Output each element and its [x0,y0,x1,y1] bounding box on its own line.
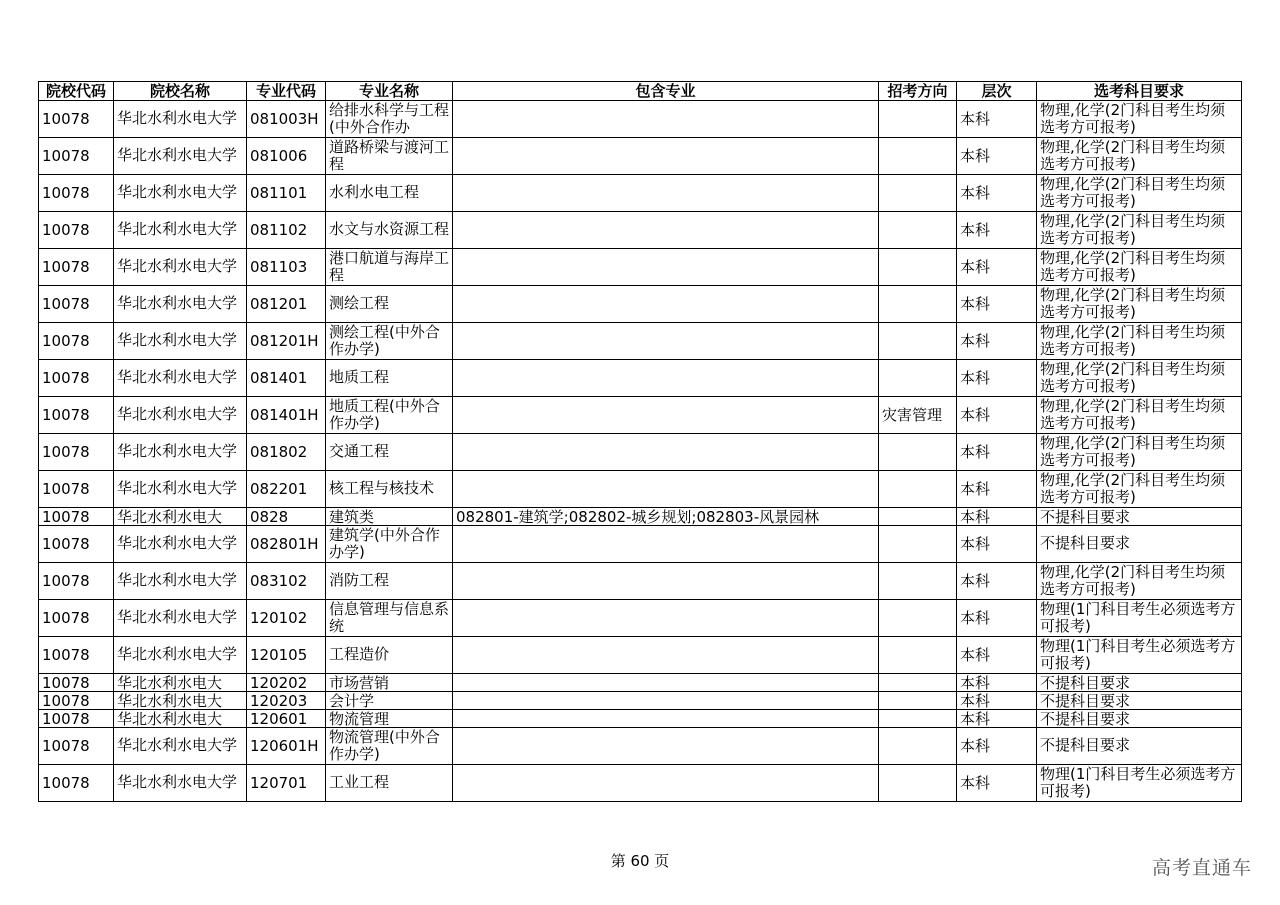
cell-school-code: 10078 [39,674,114,692]
cell-direction [879,637,957,674]
cell-school-name: 华北水利水电大 [114,692,247,710]
cell-major-name: 物流管理(中外合作办学) [326,728,453,765]
cell-major-name: 地质工程(中外合作办学) [326,397,453,434]
cell-included-majors: 082801-建筑学;082802-城乡规划;082803-风景园林 [453,508,879,526]
table-row [39,434,1242,471]
cell-subject-requirement: 物理,化学(2门科目考生均须选考方可报考) [1037,212,1242,249]
cell-direction: 灾害管理 [879,397,957,434]
cell-school-name: 华北水利水电大学 [114,434,247,471]
table-row [39,397,1242,434]
cell-direction [879,692,957,710]
cell-school-name: 华北水利水电大学 [114,397,247,434]
header-subject-requirement: 选考科目要求 [1037,82,1242,101]
cell-major-code: 081003H [247,101,326,138]
cell-subject-requirement: 物理,化学(2门科目考生均须选考方可报考) [1037,138,1242,175]
cell-school-name: 华北水利水电大学 [114,600,247,637]
cell-major-name: 工程造价 [326,637,453,674]
cell-school-code: 10078 [39,397,114,434]
cell-level: 本科 [957,637,1037,674]
header-included-majors: 包含专业 [453,82,879,101]
cell-included-majors [453,728,879,765]
cell-major-code: 120701 [247,765,326,802]
cell-major-name: 物流管理 [326,710,453,728]
table-row [39,138,1242,175]
cell-level: 本科 [957,360,1037,397]
cell-major-code: 120601H [247,728,326,765]
cell-included-majors [453,323,879,360]
cell-school-name: 华北水利水电大学 [114,765,247,802]
cell-school-code: 10078 [39,249,114,286]
table-row [39,508,1242,526]
cell-subject-requirement: 物理,化学(2门科目考生均须选考方可报考) [1037,360,1242,397]
cell-subject-requirement: 物理(1门科目考生必须选考方可报考) [1037,600,1242,637]
cell-school-code: 10078 [39,360,114,397]
cell-major-name: 给排水科学与工程(中外合作办 [326,101,453,138]
cell-included-majors [453,692,879,710]
cell-school-code: 10078 [39,728,114,765]
cell-included-majors [453,765,879,802]
cell-included-majors [453,600,879,637]
cell-school-code: 10078 [39,765,114,802]
cell-direction [879,600,957,637]
cell-included-majors [453,710,879,728]
cell-school-name: 华北水利水电大学 [114,323,247,360]
cell-school-name: 华北水利水电大 [114,674,247,692]
header-major-code: 专业代码 [247,82,326,101]
cell-subject-requirement: 物理,化学(2门科目考生均须选考方可报考) [1037,175,1242,212]
cell-included-majors [453,434,879,471]
cell-level: 本科 [957,175,1037,212]
cell-major-code: 081201H [247,323,326,360]
watermark: 高考直通车 [1151,857,1252,879]
cell-school-name: 华北水利水电大学 [114,526,247,563]
cell-included-majors [453,249,879,286]
cell-direction [879,710,957,728]
table-row [39,692,1242,710]
table-row [39,212,1242,249]
cell-direction [879,323,957,360]
cell-level: 本科 [957,397,1037,434]
cell-direction [879,101,957,138]
cell-school-code: 10078 [39,323,114,360]
cell-direction [879,526,957,563]
cell-level: 本科 [957,286,1037,323]
cell-direction [879,212,957,249]
cell-major-code: 0828 [247,508,326,526]
cell-major-name: 建筑类 [326,508,453,526]
cell-subject-requirement: 不提科目要求 [1037,728,1242,765]
table-row [39,286,1242,323]
cell-school-name: 华北水利水电大学 [114,138,247,175]
cell-subject-requirement: 物理,化学(2门科目考生均须选考方可报考) [1037,397,1242,434]
cell-school-name: 华北水利水电大学 [114,360,247,397]
cell-major-name: 市场营销 [326,674,453,692]
cell-direction [879,508,957,526]
cell-major-code: 120601 [247,710,326,728]
cell-major-code: 083102 [247,563,326,600]
cell-major-name: 会计学 [326,692,453,710]
cell-school-code: 10078 [39,600,114,637]
cell-major-code: 081401H [247,397,326,434]
cell-included-majors [453,674,879,692]
cell-subject-requirement: 不提科目要求 [1037,710,1242,728]
cell-included-majors [453,563,879,600]
cell-direction [879,138,957,175]
cell-subject-requirement: 物理,化学(2门科目考生均须选考方可报考) [1037,249,1242,286]
cell-major-name: 核工程与核技术 [326,471,453,508]
cell-level: 本科 [957,526,1037,563]
table-row [39,637,1242,674]
cell-direction [879,471,957,508]
cell-major-name: 地质工程 [326,360,453,397]
cell-direction [879,765,957,802]
cell-direction [879,563,957,600]
cell-school-name: 华北水利水电大学 [114,637,247,674]
cell-level: 本科 [957,434,1037,471]
cell-included-majors [453,360,879,397]
cell-subject-requirement: 物理,化学(2门科目考生均须选考方可报考) [1037,323,1242,360]
cell-school-code: 10078 [39,212,114,249]
table-row [39,101,1242,138]
cell-level: 本科 [957,563,1037,600]
cell-school-name: 华北水利水电大学 [114,471,247,508]
cell-level: 本科 [957,600,1037,637]
table-row [39,175,1242,212]
cell-major-name: 消防工程 [326,563,453,600]
cell-subject-requirement: 物理,化学(2门科目考生均须选考方可报考) [1037,563,1242,600]
table-row [39,710,1242,728]
cell-school-code: 10078 [39,508,114,526]
cell-subject-requirement: 物理,化学(2门科目考生均须选考方可报考) [1037,434,1242,471]
cell-school-code: 10078 [39,286,114,323]
header-major-name: 专业名称 [326,82,453,101]
cell-major-code: 082801H [247,526,326,563]
cell-included-majors [453,397,879,434]
cell-direction [879,286,957,323]
cell-school-code: 10078 [39,637,114,674]
table-row [39,600,1242,637]
cell-subject-requirement: 不提科目要求 [1037,674,1242,692]
table-row [39,526,1242,563]
cell-level: 本科 [957,765,1037,802]
cell-major-code: 120102 [247,600,326,637]
cell-level: 本科 [957,728,1037,765]
cell-level: 本科 [957,212,1037,249]
header-school-name: 院校名称 [114,82,247,101]
table-row [39,323,1242,360]
header-level: 层次 [957,82,1037,101]
cell-major-code: 081802 [247,434,326,471]
cell-major-code: 081103 [247,249,326,286]
cell-major-name: 水文与水资源工程 [326,212,453,249]
cell-included-majors [453,471,879,508]
cell-school-code: 10078 [39,692,114,710]
cell-school-name: 华北水利水电大学 [114,728,247,765]
cell-school-name: 华北水利水电大学 [114,212,247,249]
cell-level: 本科 [957,710,1037,728]
cell-major-code: 120202 [247,674,326,692]
cell-major-name: 交通工程 [326,434,453,471]
cell-included-majors [453,526,879,563]
cell-subject-requirement: 不提科目要求 [1037,692,1242,710]
cell-school-name: 华北水利水电大 [114,710,247,728]
cell-major-code: 081006 [247,138,326,175]
cell-subject-requirement: 物理(1门科目考生必须选考方可报考) [1037,765,1242,802]
cell-level: 本科 [957,101,1037,138]
cell-level: 本科 [957,508,1037,526]
table-row [39,563,1242,600]
cell-level: 本科 [957,249,1037,286]
cell-major-name: 测绘工程 [326,286,453,323]
cell-direction [879,674,957,692]
cell-included-majors [453,138,879,175]
cell-level: 本科 [957,138,1037,175]
cell-subject-requirement: 不提科目要求 [1037,526,1242,563]
cell-major-code: 081201 [247,286,326,323]
cell-major-name: 测绘工程(中外合作办学) [326,323,453,360]
cell-school-name: 华北水利水电大学 [114,249,247,286]
table-row [39,249,1242,286]
cell-level: 本科 [957,471,1037,508]
header-direction: 招考方向 [879,82,957,101]
cell-school-name: 华北水利水电大学 [114,175,247,212]
cell-level: 本科 [957,323,1037,360]
cell-direction [879,360,957,397]
cell-school-code: 10078 [39,434,114,471]
cell-direction [879,175,957,212]
header-row [39,82,1242,101]
cell-direction [879,249,957,286]
cell-major-code: 082201 [247,471,326,508]
cell-major-code: 081101 [247,175,326,212]
cell-included-majors [453,101,879,138]
cell-level: 本科 [957,674,1037,692]
cell-major-name: 工业工程 [326,765,453,802]
header-school-code: 院校代码 [39,82,114,101]
table-row [39,765,1242,802]
cell-included-majors [453,212,879,249]
cell-school-code: 10078 [39,563,114,600]
cell-subject-requirement: 物理(1门科目考生必须选考方可报考) [1037,637,1242,674]
cell-subject-requirement: 不提科目要求 [1037,508,1242,526]
cell-major-name: 港口航道与海岸工程 [326,249,453,286]
cell-subject-requirement: 物理,化学(2门科目考生均须选考方可报考) [1037,101,1242,138]
cell-level: 本科 [957,692,1037,710]
cell-major-name: 信息管理与信息系统 [326,600,453,637]
table-row [39,471,1242,508]
page-number: 第 60 页 [610,852,670,870]
cell-included-majors [453,175,879,212]
cell-major-name: 水利水电工程 [326,175,453,212]
cell-school-code: 10078 [39,175,114,212]
cell-school-code: 10078 [39,138,114,175]
cell-school-name: 华北水利水电大学 [114,286,247,323]
cell-included-majors [453,637,879,674]
cell-school-name: 华北水利水电大 [114,508,247,526]
admission-table [38,81,1242,802]
cell-major-code: 120203 [247,692,326,710]
cell-direction [879,728,957,765]
cell-subject-requirement: 物理,化学(2门科目考生均须选考方可报考) [1037,471,1242,508]
cell-subject-requirement: 物理,化学(2门科目考生均须选考方可报考) [1037,286,1242,323]
cell-school-code: 10078 [39,471,114,508]
cell-school-name: 华北水利水电大学 [114,563,247,600]
cell-included-majors [453,286,879,323]
cell-major-code: 120105 [247,637,326,674]
cell-direction [879,434,957,471]
table-row [39,674,1242,692]
cell-school-name: 华北水利水电大学 [114,101,247,138]
cell-major-code: 081102 [247,212,326,249]
table-row [39,360,1242,397]
cell-school-code: 10078 [39,101,114,138]
table-row [39,728,1242,765]
cell-major-name: 道路桥梁与渡河工程 [326,138,453,175]
cell-major-name: 建筑学(中外合作办学) [326,526,453,563]
cell-school-code: 10078 [39,526,114,563]
cell-school-code: 10078 [39,710,114,728]
cell-major-code: 081401 [247,360,326,397]
